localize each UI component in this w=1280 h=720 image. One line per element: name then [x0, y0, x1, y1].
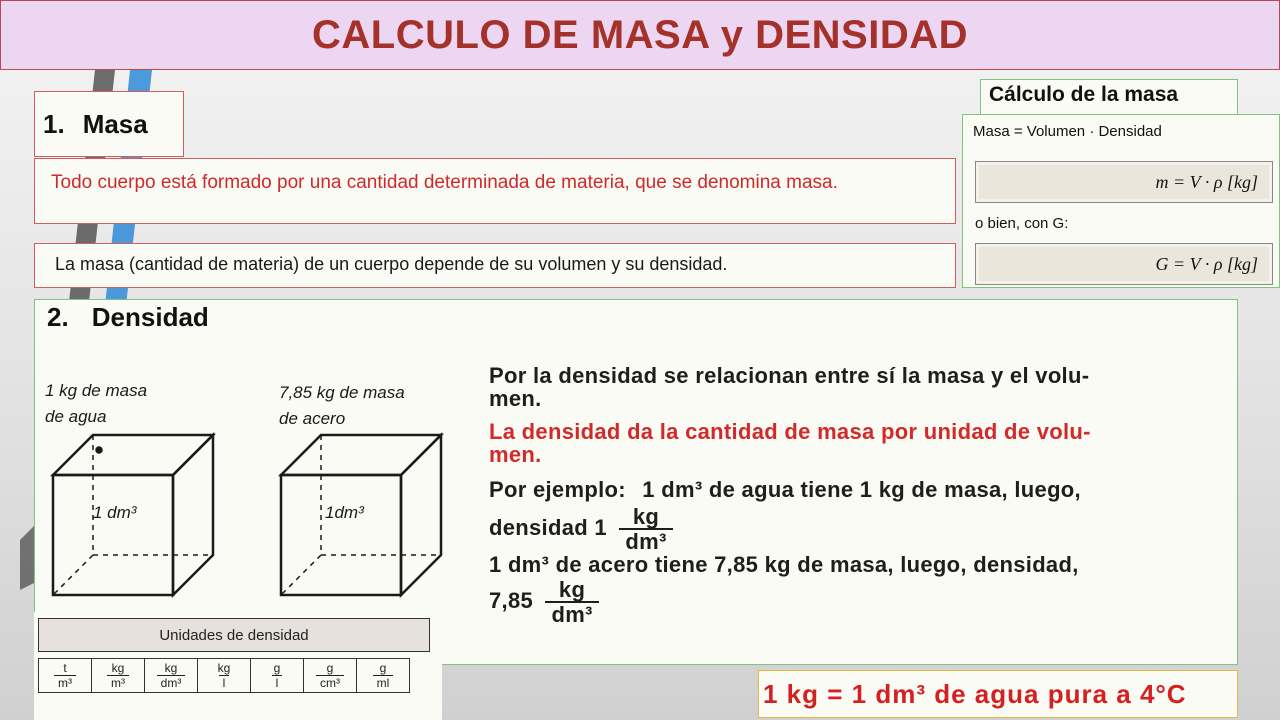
unit-cell [304, 659, 357, 693]
equivalence-text: 1 kg = 1 dm³ de agua pura a 4°C [763, 678, 1187, 709]
density-fraction-1 [619, 505, 672, 553]
densidad-box [34, 299, 1238, 665]
masa-definition-box [34, 158, 956, 224]
example-density-label: densidad 1 [489, 514, 607, 540]
unit-numerator: kg [217, 661, 231, 675]
cube-water-label [45, 378, 147, 430]
unit-denominator: m³ [54, 675, 76, 690]
unit-denominator: m³ [107, 675, 129, 690]
unit-numerator: t [63, 661, 67, 675]
cube-water-label-line2: de agua [45, 407, 107, 426]
unit-denominator: l [219, 675, 230, 690]
unit-denominator: dm³ [157, 675, 186, 690]
intro-line1: Por la densidad se relacionan entre sí la masa y el volu- [489, 363, 1090, 388]
calculo-heading-box [980, 79, 1238, 115]
cube-steel-label-line2: de acero [279, 409, 346, 428]
example-density-row [489, 505, 1229, 553]
example-density2-value: 7,85 [489, 587, 534, 613]
units-table-title: Unidades de densidad [38, 618, 430, 652]
units-table [38, 658, 410, 693]
unit-numerator: g [273, 661, 281, 675]
unit-fraction [54, 661, 76, 690]
units-row [39, 659, 410, 693]
unit-fraction [373, 661, 394, 690]
definition-line2: men. [489, 442, 542, 467]
unit-fraction [218, 661, 231, 690]
masa-dependency-box [34, 243, 956, 288]
example-line1: 1 dm³ de agua tiene 1 kg de masa, luego, [642, 477, 1081, 502]
example-row1 [489, 478, 1229, 501]
unit-cell [357, 659, 410, 693]
title-bar [0, 0, 1280, 70]
density-fraction-2-den: dm³ [545, 601, 598, 626]
masa-heading: Masa [82, 108, 148, 139]
example-line2: 1 dm³ de acero tiene 7,85 kg de masa, luego, densidad, [489, 552, 1079, 577]
intro-line2: men. [489, 386, 542, 411]
cube-water-volume: 1 dm³ [93, 503, 137, 522]
unit-numerator: g [379, 661, 387, 675]
unit-numerator: kg [111, 661, 125, 675]
density-fraction-2-num: kg [558, 577, 586, 602]
formula-mass: m = V · ρ [kg] [1155, 171, 1258, 192]
example-prefix: Por ejemplo: [489, 477, 626, 502]
masa-definition: Todo cuerpo está formado por una cantidad determinada de materia, que se denomina masa. [51, 172, 838, 193]
masa-section-number: 1. [43, 108, 65, 139]
unit-denominator: l [272, 675, 283, 690]
page-title: CALCULO DE MASA y DENSIDAD [312, 12, 968, 57]
unit-cell [251, 659, 304, 693]
densidad-heading: Densidad [91, 302, 209, 332]
cube-steel-volume: 1dm³ [325, 503, 364, 522]
equivalence-box [758, 670, 1238, 718]
densidad-section-number: 2. [47, 302, 69, 332]
unit-cell [39, 659, 92, 693]
formula-mass-box [975, 161, 1273, 203]
unit-numerator: kg [164, 661, 178, 675]
density-fraction-2 [545, 578, 598, 626]
cube-water-label-line1: 1 kg de masa [45, 381, 148, 400]
definition-line1: La densidad da la cantidad de masa por unidad de volu- [489, 419, 1091, 444]
unit-fraction [272, 661, 283, 690]
density-fraction-1-num: kg [632, 504, 660, 529]
cube-steel-label-line1: 7,85 kg de masa [279, 383, 405, 402]
unit-cell [198, 659, 251, 693]
alt-formula-label: o bien, con G: [975, 215, 1069, 232]
density-fraction-1-den: dm³ [619, 528, 672, 553]
densidad-heading-row [47, 302, 209, 333]
formula-label: Masa = Volumen · Densidad [973, 123, 1162, 140]
cube-steel-label [279, 380, 405, 432]
unit-fraction [107, 661, 129, 690]
calculo-heading: Cálculo de la masa [989, 83, 1179, 106]
unit-numerator: g [326, 661, 334, 675]
masa-heading-box [34, 91, 184, 157]
unit-denominator: ml [373, 675, 394, 690]
calculo-formulas-box [962, 114, 1280, 288]
units-table-box [34, 612, 442, 720]
formula-weight-box [975, 243, 1273, 285]
unit-cell [145, 659, 198, 693]
unit-fraction [316, 661, 344, 690]
unit-cell [92, 659, 145, 693]
masa-dependency: La masa (cantidad de materia) de un cuerpo depende de su volumen y su densidad. [55, 254, 728, 274]
example-density2-row [489, 578, 1229, 626]
densidad-explanation [489, 364, 1229, 626]
unit-denominator: cm³ [316, 675, 344, 690]
unit-fraction [157, 661, 186, 690]
formula-weight: G = V · ρ [kg] [1155, 253, 1258, 274]
